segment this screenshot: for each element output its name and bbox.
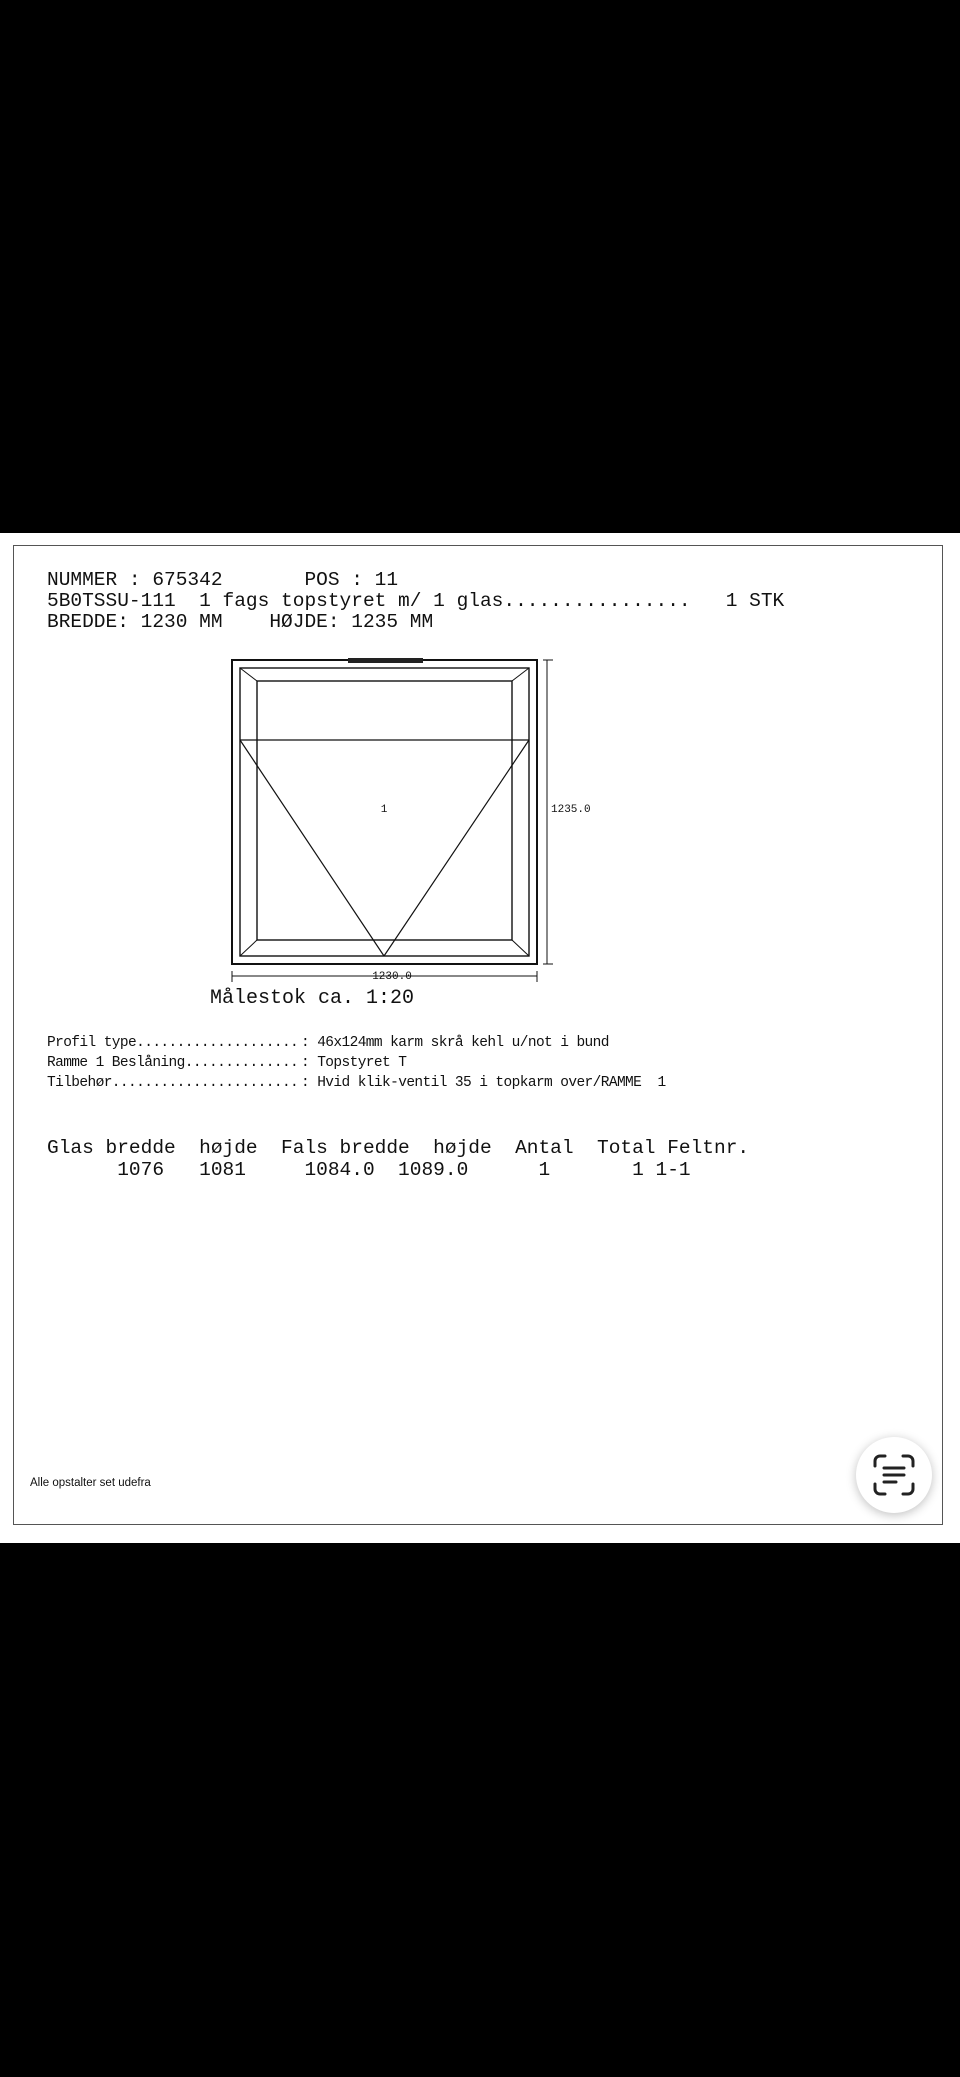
spec-profile-value: : 46x124mm karm skrå kehl u/not i bund <box>301 1035 609 1051</box>
spec-profile-label: Profil type.................... <box>47 1035 299 1051</box>
height-dimension: 1235.0 <box>551 804 591 816</box>
spec-accessory-label: Tilbehør....................... <box>47 1075 299 1091</box>
frame-corner-tl <box>240 668 257 681</box>
order-number-line: NUMMER : 675342 POS : 11 <box>47 569 399 591</box>
product-description-line: 5B0TSSU-111 1 fags topstyret m/ 1 glas................ 1 STK <box>47 590 785 612</box>
scale-label: Målestok ca. 1:20 <box>210 987 415 1010</box>
scan-text-button[interactable] <box>856 1437 932 1513</box>
window-drawing <box>0 533 960 1003</box>
spec-accessory-value: : Hvid klik-ventil 35 i topkarm over/RAMME 1 <box>301 1075 666 1091</box>
opening-triangle-left <box>240 740 384 956</box>
frame-corner-bl <box>240 940 257 956</box>
glass-table-header: Glas bredde højde Fals bredde højde Antal Total Feltnr. <box>47 1137 750 1159</box>
spec-hardware-value: : Topstyret T <box>301 1055 407 1071</box>
glass-table-row: 1076 1081 1084.0 1089.0 1 1 1-1 <box>47 1159 691 1181</box>
text-scan-icon <box>871 1452 917 1498</box>
frame-corner-br <box>512 940 529 956</box>
footer-note: Alle opstalter set udefra <box>30 1477 151 1489</box>
sash-number: 1 <box>380 804 388 816</box>
dimensions-line: BREDDE: 1230 MM HØJDE: 1235 MM <box>47 611 434 633</box>
spec-hardware-label: Ramme 1 Beslåning.............. <box>47 1055 299 1071</box>
document-page <box>0 533 960 1543</box>
vent-strip <box>348 658 423 663</box>
opening-triangle-right <box>384 740 529 956</box>
width-dimension: 1230.0 <box>372 971 412 983</box>
frame-corner-tr <box>512 668 529 681</box>
